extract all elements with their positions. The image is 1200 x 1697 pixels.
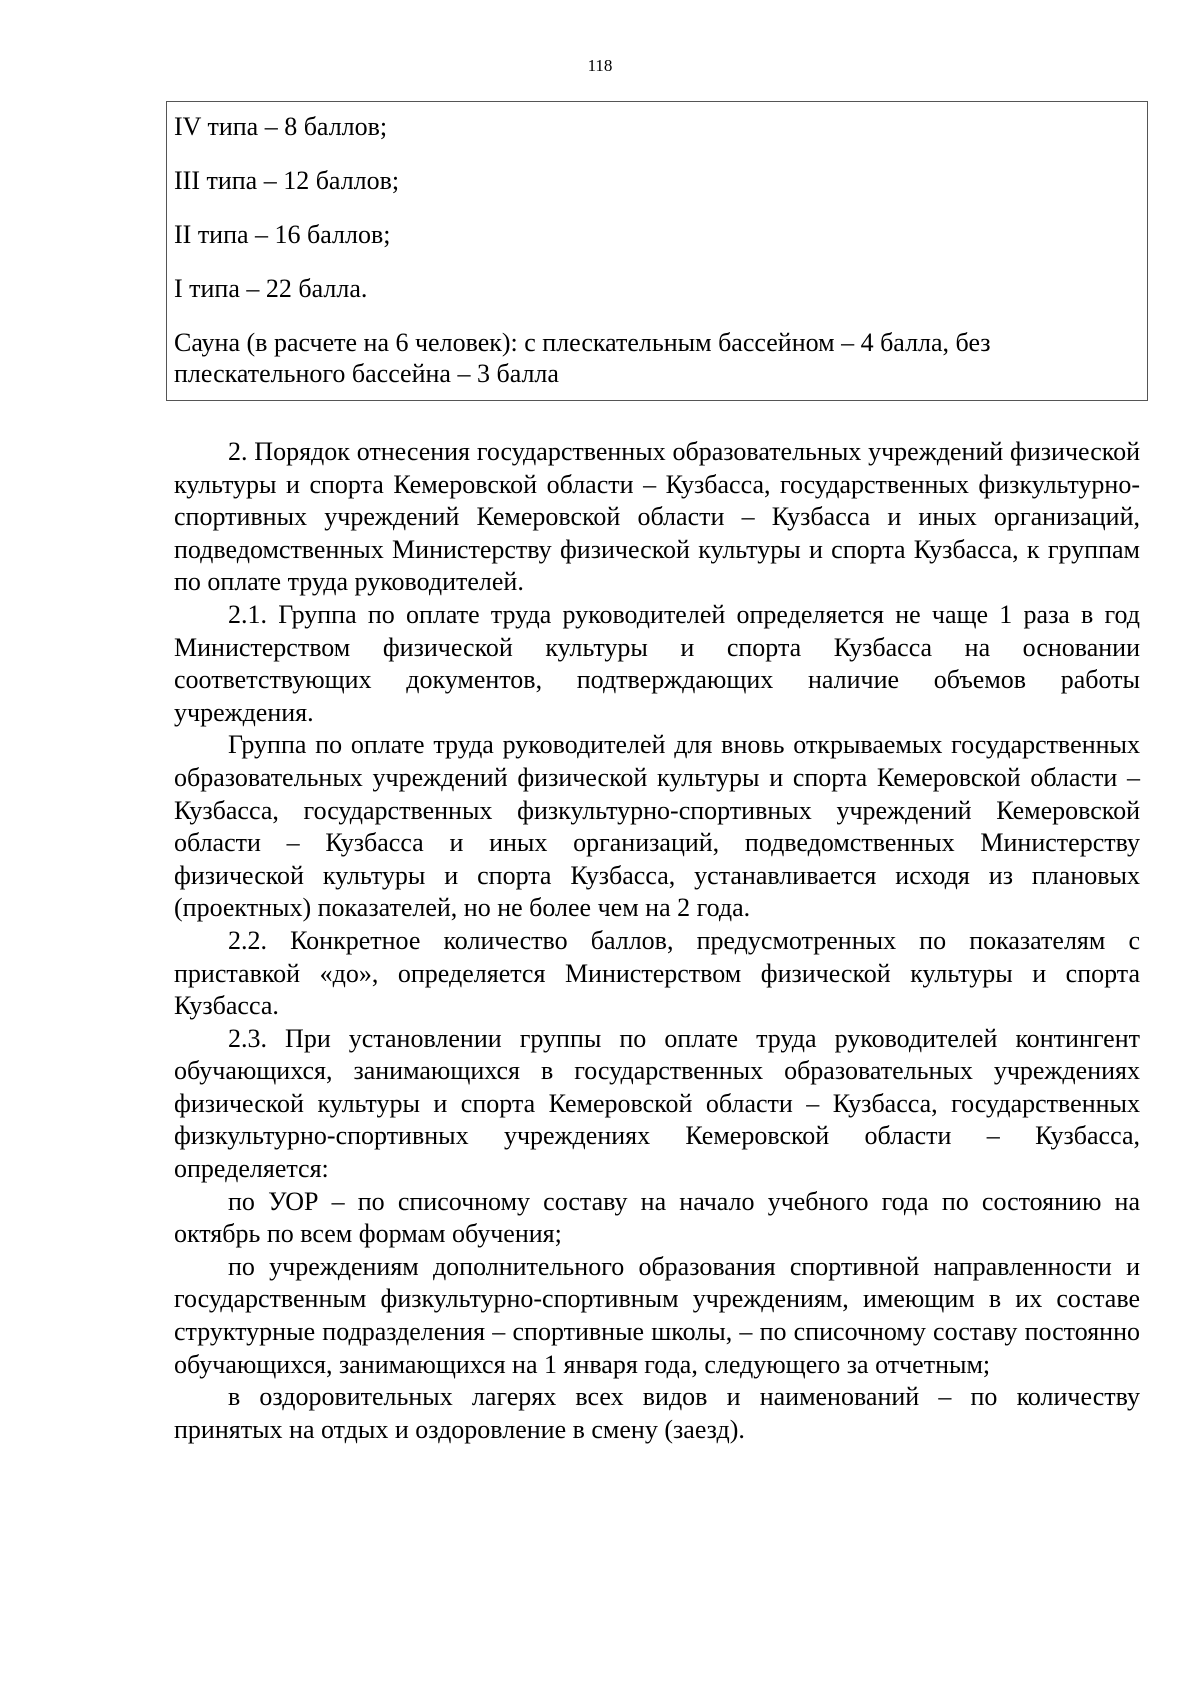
box-line-type-3: III типа – 12 баллов; <box>174 166 400 195</box>
paragraph-uor: по УОР – по списочному составу на начало учебного года по состоянию на октябрь по всем формам обучения; <box>174 1186 1140 1249</box>
paragraph-additional-education: по учреждениям дополнительного образования спортивной направленности и государственным физкультурно-спортивным учреждениям, имеющим в их составе структурные подразделения – спортивные школы, – по списочному составу постоянно обучающихся, занимающихся на 1 января года, следующего за отчетным; <box>174 1251 1140 1379</box>
points-table-box <box>166 101 1148 401</box>
paragraph-2-3: 2.3. При установлении группы по оплате труда руководителей контингент обучающихся, занимающихся в государственных образовательных учреждениях физической культуры и спорта Кемеровской области – Кузбасса, государственных физкультурно-спортивных учреждениях Кемеровской области – Кузбасса, определяется: <box>174 1023 1140 1184</box>
box-line-type-2: II типа – 16 баллов; <box>174 220 391 249</box>
paragraph-section-2: 2. Порядок отнесения государственных образовательных учреждений физической культуры и спорта Кемеровской области – Кузбасса, государственных физкультурно-спортивных учреждений Кемеровской области – Кузбасса и иных организаций, подведомственных Министерству физической культуры и спорта Кузбасса, к группам по оплате труда руководителей. <box>174 437 1140 597</box>
box-line-type-4: IV типа – 8 баллов; <box>174 112 388 141</box>
page-number: 118 <box>587 56 613 75</box>
paragraph-new-institutions: Группа по оплате труда руководителей для вновь открываемых государственных образовательных учреждений физической культуры и спорта Кемеровской области – Кузбасса, государственных физкультурно-спортивных учреждений Кемеровской области – Кузбасса и иных организаций, подведомственных Министерству физической культуры и спорта Кузбасса, устанавливается исходя из плановых (проектных) показателей, но не более чем на 2 года. <box>174 730 1140 923</box>
box-line-sauna: Сауна (в расчете на 6 человек): с плескательным бассейном – 4 балла, без плескательного бассейна – 3 балла <box>174 328 991 388</box>
document-body <box>174 436 1140 1446</box>
paragraph-2-1: 2.1. Группа по оплате труда руководителей определяется не чаще 1 раза в год Министерством физической культуры и спорта Кузбасса на основании соответствующих документов, подтверждающих наличие объемов работы учреждения. <box>174 599 1140 727</box>
paragraph-2-2: 2.2. Конкретное количество баллов, предусмотренных по показателям с приставкой «до», определяется Министерством физической культуры и спорта Кузбасса. <box>174 925 1140 1021</box>
box-line-type-1: I типа – 22 балла. <box>174 274 368 303</box>
paragraph-health-camps: в оздоровительных лагерях всех видов и наименований – по количеству принятых на отдых и оздоровление в смену (заезд). <box>174 1382 1140 1444</box>
